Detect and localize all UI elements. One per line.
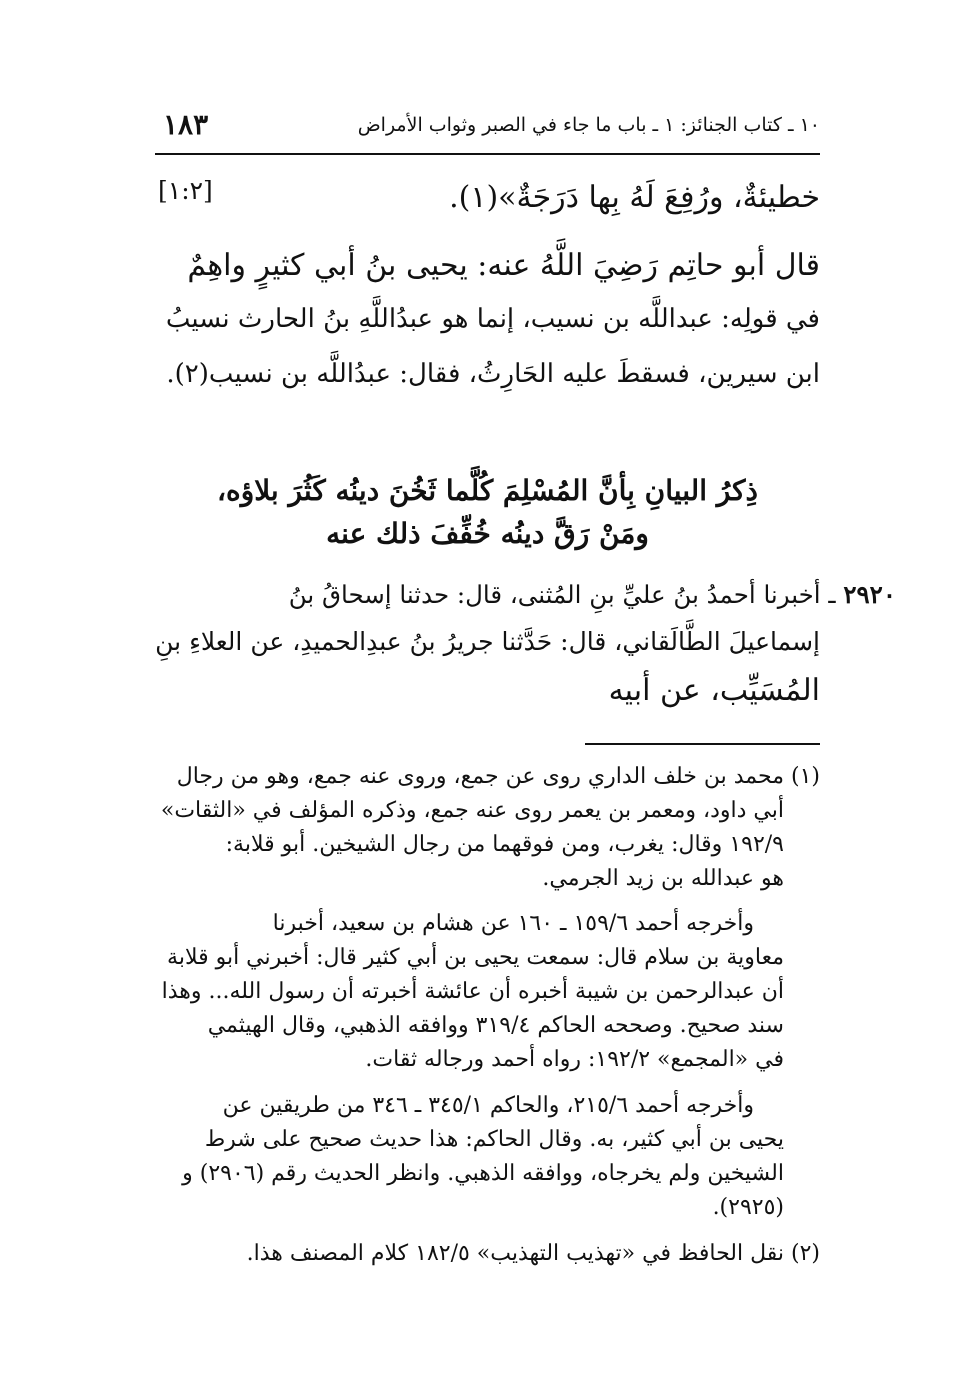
footnote-1-line-11: يحيى بن أبي كثير، به. وقال الحاكم: هذا حديث صحيح على شرط bbox=[204, 1127, 784, 1152]
hadith-text-1: ـ أخبرنا أحمدُ بنُ عليِّ بنِ المُثنى، قال: حدثنا إسحاقُ بنُ bbox=[288, 580, 844, 609]
hadith-number: ٢٩٢٠ bbox=[843, 580, 896, 609]
main-text-line-1: خطيئةٌ، ورُفِعَ لَهُ بِها دَرَجَةٌ»(١). bbox=[449, 180, 820, 215]
main-text-line-2: قال أبو حاتِم رَضِيَ اللَّهُ عنه: يحيى بنُ أبي كثيرٍ واهِمٌ bbox=[187, 248, 820, 283]
footnote-1-line-13: (٢٩٢٥). bbox=[712, 1195, 784, 1220]
footnote-1-line-1: (١) محمد بن خلف الداري روى عن جمع، وروى عنه جمع، وهو من رجال bbox=[176, 764, 820, 789]
main-text-line-4: ابن سيرين، فسقطَ عليه الحَارِثُ، فقال: عبدُاللَّه بن نسيب(٢). bbox=[166, 359, 820, 389]
hadith-line-3: المُسَيِّب، عن أبيه bbox=[608, 673, 820, 708]
hadith-line-2: إسماعيلَ الطَّالَقاني، قال: حَدَّثنا جريرُ بنُ عبدِالحميدِ، عن العلاءِ بنِ bbox=[155, 627, 820, 656]
page-number: ١٨٣ bbox=[163, 108, 209, 141]
footnote-1-line-6: معاوية بن سلام قال: سمعت يحيى بن أبي كثير قال: أخبرني أبو قلابة bbox=[167, 945, 784, 970]
reference-tag: [١:٢] bbox=[158, 176, 213, 205]
page-header bbox=[155, 108, 820, 150]
header-divider bbox=[155, 153, 820, 155]
footnote-divider bbox=[585, 743, 820, 745]
footnote-1-line-9: في «المجمع» ١٩٢/٢: رواه أحمد ورجاله ثقات. bbox=[365, 1047, 784, 1072]
footnote-1-line-5: وأخرجه أحمد ١٥٩/٦ ـ ١٦٠ عن هشام بن سعيد، أخبرنا bbox=[272, 911, 754, 936]
hadith-line-1 bbox=[289, 580, 896, 609]
footnote-1-line-8: سند صحيح. وصححه الحاكم ٣١٩/٤ ووافقه الذهبي، وقال الهيثمي bbox=[207, 1013, 784, 1038]
running-head: ١٠ ـ كتاب الجنائز: ١ ـ باب ما جاء في الصبر وثواب الأمراض bbox=[357, 114, 820, 136]
footnote-1-line-3: ١٩٢/٩ وقال: يغرب، ومن فوقهما من رجال الشيخين. أبو قلابة: bbox=[225, 832, 784, 857]
footnote-1-line-7: أن عبدالرحمن بن شيبة أخبره أن عائشة أخبرته أن رسول الله... وهذا bbox=[161, 979, 784, 1004]
section-heading-line-1: ذِكرُ البيانِ بِأنَّ المُسْلِمَ كُلَّما ثَخُنَ دينُه كَثُرَ بلاؤه، bbox=[217, 474, 758, 507]
section-heading-line-2: ومَنْ رَقَّ دينُه خُفِّفَ ذلك عنه bbox=[326, 517, 649, 550]
footnote-2: (٢) نقل الحافظ في «تهذيب التهذيب» ١٨٢/٥ كلام المصنف هذا. bbox=[246, 1241, 820, 1266]
footnote-1-line-2: أبي داود، ومعمر بن يعمر روى عنه جمع، وذكره المؤلف في «الثقات» bbox=[160, 798, 784, 823]
main-text-line-3: في قولِه: عبداللَّه بن نسيب، إنما هو عبدُاللَّهِ بنُ الحارث نسيبُ bbox=[165, 304, 820, 334]
footnote-1-line-10: وأخرجه أحمد ٢١٥/٦، والحاكم ٣٤٥/١ ـ ٣٤٦ من طريقين عن bbox=[222, 1093, 754, 1118]
footnote-1-line-4: هو عبدالله بن زيد الجرمي. bbox=[542, 866, 784, 891]
footnote-1-line-12: الشيخين ولم يخرجاه، ووافقه الذهبي. وانظر الحديث رقم (٢٩٠٦) و bbox=[182, 1161, 784, 1186]
